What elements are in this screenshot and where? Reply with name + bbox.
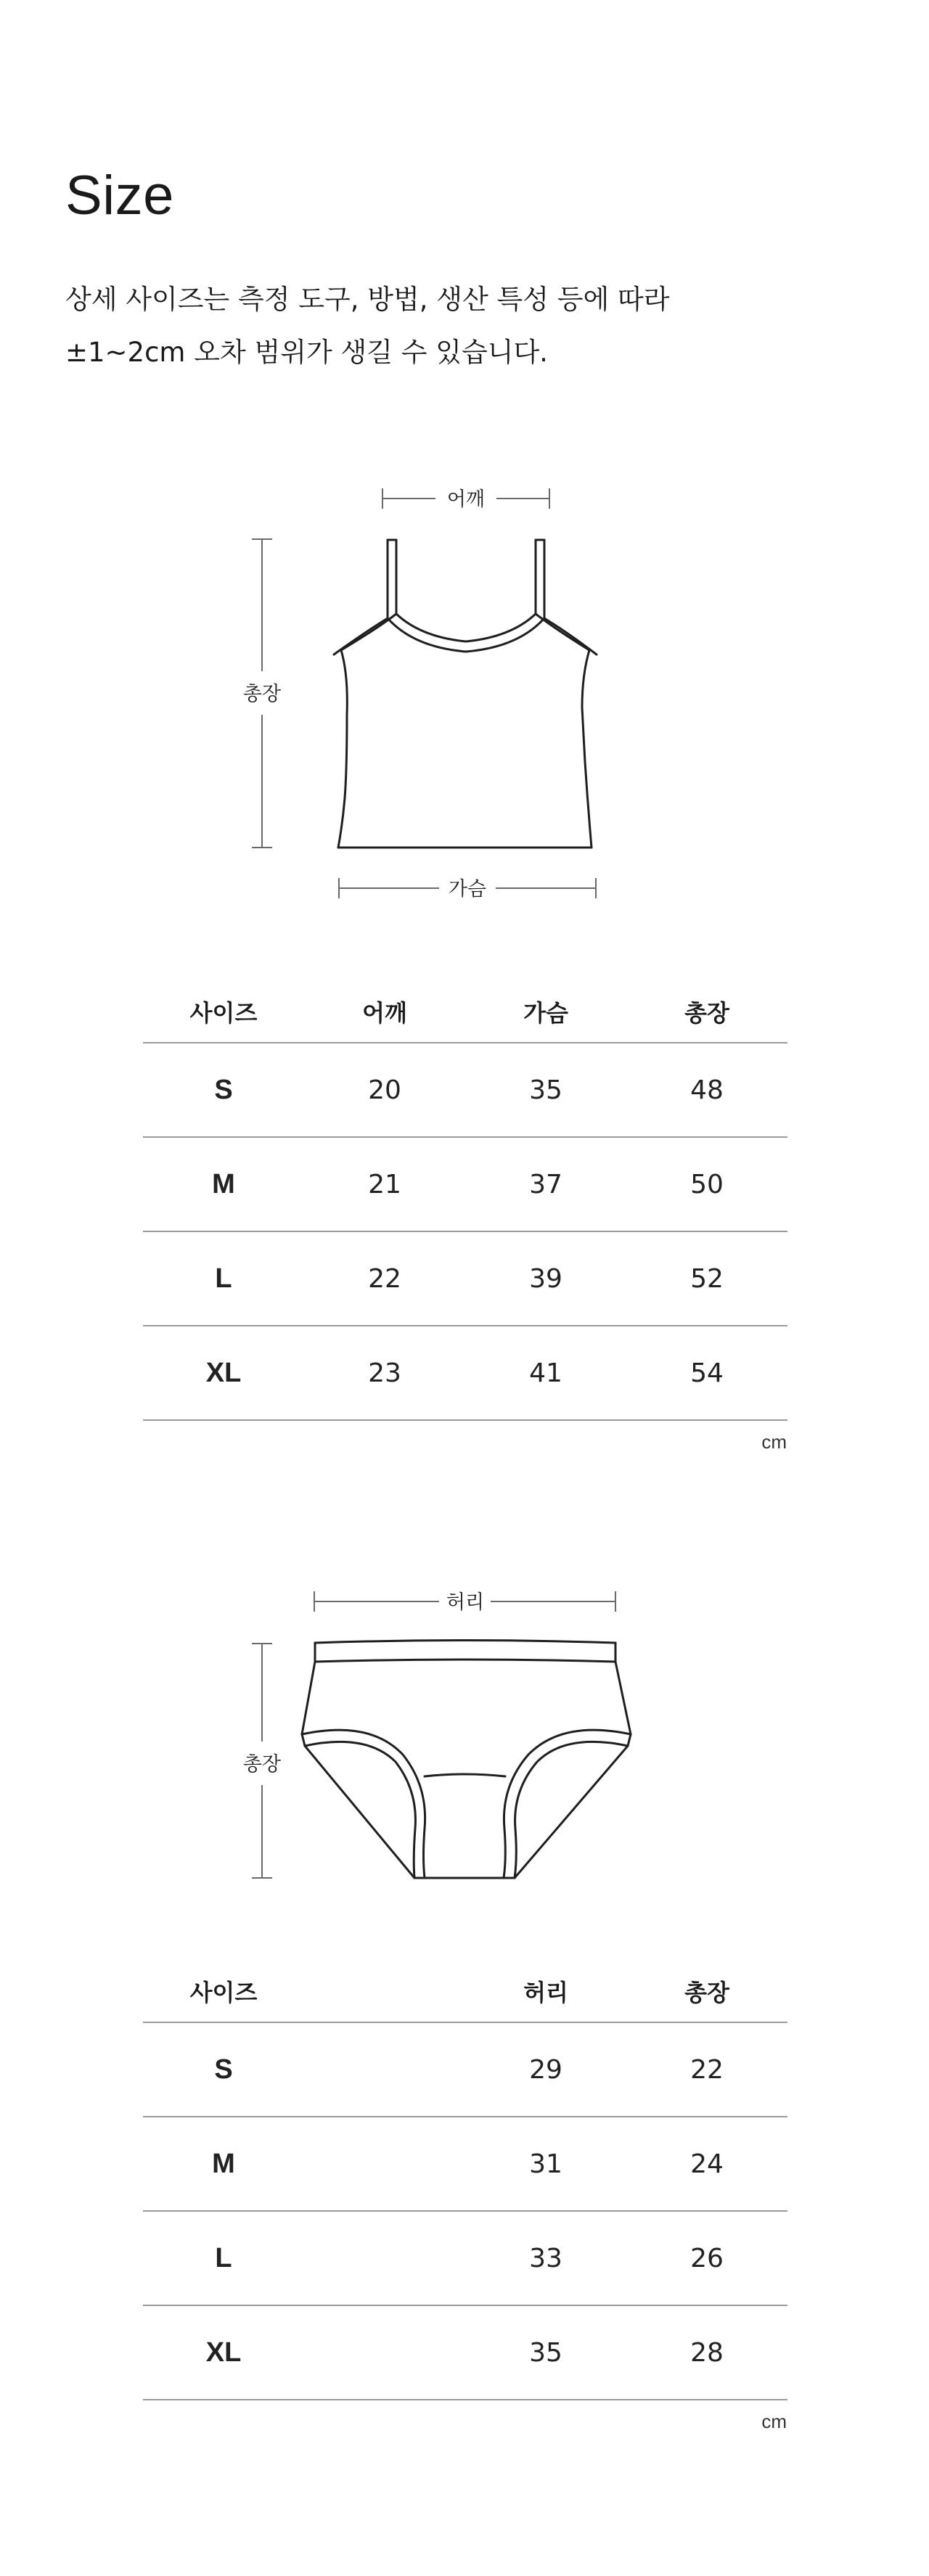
column-header [304,1961,465,2022]
table-row [143,2211,787,2305]
value-cell: 41 [465,1326,626,1420]
column-header: 허리 [465,1961,626,2022]
value-cell: 54 [626,1326,787,1420]
chest-label: 가슴 [448,878,487,901]
value-cell [304,2211,465,2305]
value-cell: 20 [304,1043,465,1137]
camisole-diagram [0,464,929,914]
value-cell: 33 [465,2211,626,2305]
size-cell: S [143,1043,304,1137]
value-cell: 31 [465,2117,626,2211]
size-cell: XL [143,1326,304,1420]
table-row [143,2305,787,2400]
value-cell [304,2117,465,2211]
waist-label: 허리 [446,1591,485,1614]
size-cell: L [143,1231,304,1326]
value-cell: 22 [304,1231,465,1326]
value-cell: 26 [626,2211,787,2305]
top-unit-label: cm [761,1431,787,1453]
table-row [143,2022,787,2117]
page-title: Size [65,165,174,226]
value-cell: 35 [465,1043,626,1137]
value-cell: 24 [626,2117,787,2211]
description-line-2: ±1~2cm 오차 범위가 생길 수 있습니다. [65,337,548,368]
column-header: 사이즈 [143,1961,304,2022]
table-header-row [143,1961,787,2022]
bottom-size-table [143,1961,787,2400]
size-cell: M [143,2117,304,2211]
value-cell: 29 [465,2022,626,2117]
size-description [65,273,669,379]
value-cell: 39 [465,1231,626,1326]
value-cell: 48 [626,1043,787,1137]
table-row [143,1231,787,1326]
column-header: 가슴 [465,981,626,1043]
column-header: 사이즈 [143,981,304,1043]
value-cell: 23 [304,1326,465,1420]
value-cell [304,2305,465,2400]
value-cell: 50 [626,1137,787,1231]
briefs-diagram [0,1575,929,1894]
value-cell: 28 [626,2305,787,2400]
table-row [143,1326,787,1420]
column-header: 어깨 [304,981,465,1043]
bottom-length-label: 총장 [242,1753,282,1776]
table-row [143,2117,787,2211]
value-cell: 22 [626,2022,787,2117]
table-row [143,1137,787,1231]
top-length-label: 총장 [242,683,282,705]
bottom-unit-label: cm [761,2411,787,2432]
size-cell: S [143,2022,304,2117]
description-line-1: 상세 사이즈는 측정 도구, 방법, 생산 특성 등에 따라 [65,284,670,315]
size-cell: M [143,1137,304,1231]
column-header: 총장 [626,1961,787,2022]
value-cell [304,2022,465,2117]
value-cell: 37 [465,1137,626,1231]
value-cell: 35 [465,2305,626,2400]
shoulder-label: 어깨 [446,488,486,511]
top-size-table [143,981,787,1421]
size-cell: XL [143,2305,304,2400]
column-header: 총장 [626,981,787,1043]
size-cell: L [143,2211,304,2305]
value-cell: 52 [626,1231,787,1326]
table-header-row [143,981,787,1043]
value-cell: 21 [304,1137,465,1231]
table-row [143,1043,787,1137]
